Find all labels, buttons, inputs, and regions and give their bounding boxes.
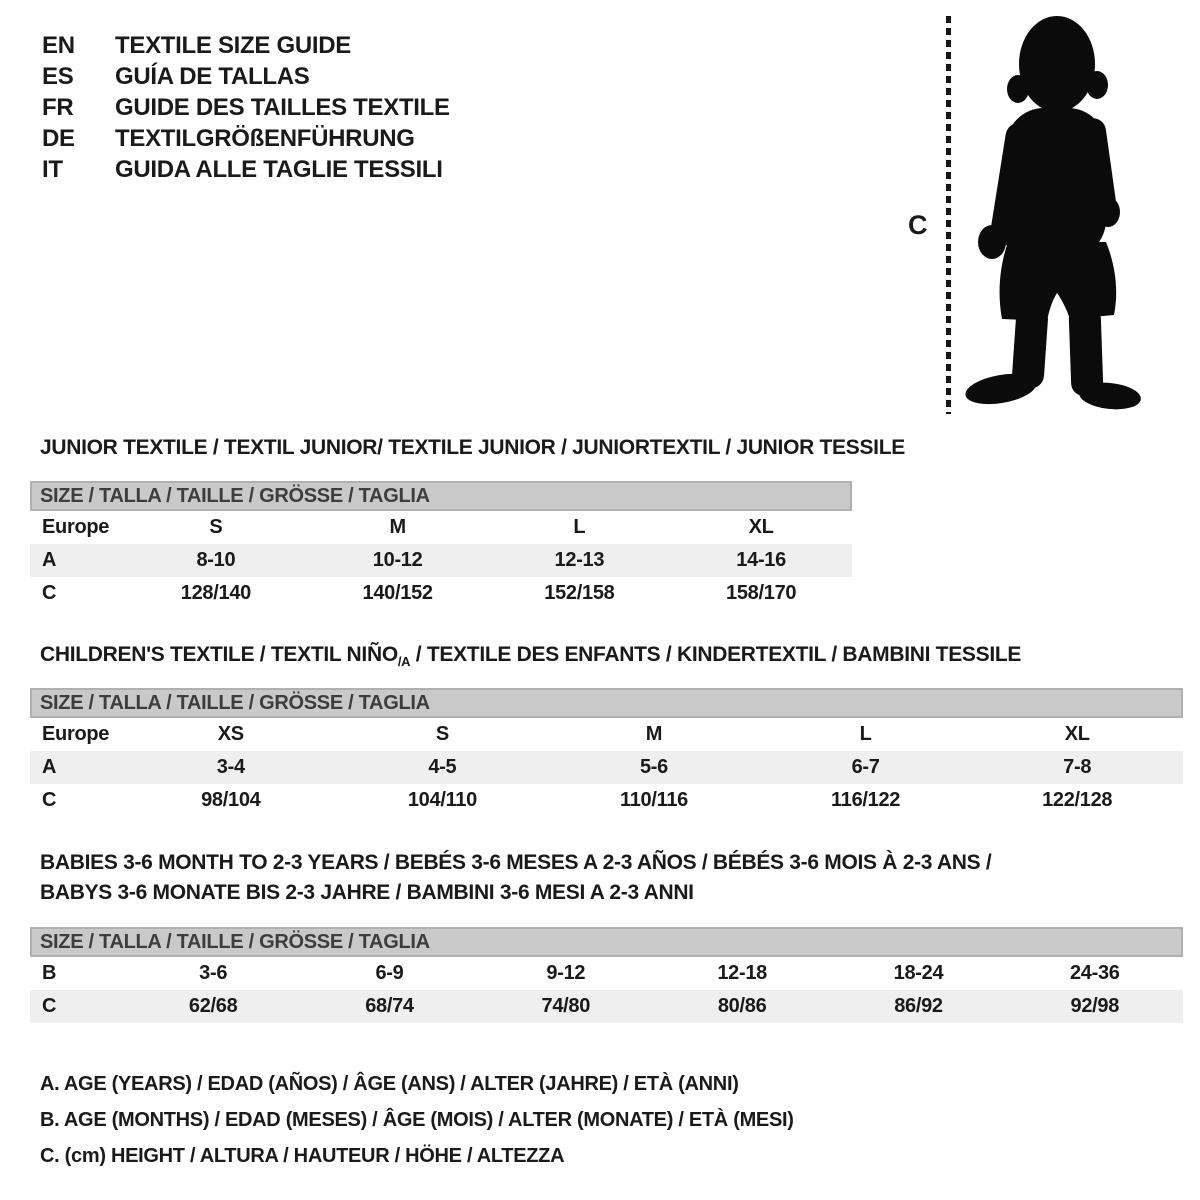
size-table-header: SIZE / TALLA / TAILLE / GRÖSSE / TAGLIA <box>30 927 1183 957</box>
language-row-fr <box>42 92 450 123</box>
age-cell: 7-8 <box>1063 756 1092 778</box>
babies-size-table <box>30 927 1183 1023</box>
size-cell: XL <box>748 516 774 538</box>
language-row-de <box>42 123 450 154</box>
language-title: GUÍA DE TALLAS <box>115 62 310 90</box>
language-code: FR <box>42 93 74 121</box>
height-cell: 152/158 <box>544 582 615 604</box>
months-cell: 3-6 <box>199 962 228 984</box>
children-size-table <box>30 688 1183 817</box>
height-cell: 74/80 <box>541 995 591 1017</box>
size-table-header: SIZE / TALLA / TAILLE / GRÖSSE / TAGLIA <box>30 688 1183 718</box>
table-row-age <box>30 751 1183 784</box>
size-cell: M <box>645 723 663 745</box>
height-cell: 80/86 <box>717 995 767 1017</box>
babies-title-line1: BABIES 3-6 MONTH TO 2-3 YEARS / BEBÉS 3-6 MESES A 2-3 AÑOS / BÉBÉS 3-6 MOIS À 2-3 ANS / <box>40 851 992 874</box>
size-cell: XS <box>217 723 244 745</box>
row-label: Europe <box>42 723 110 745</box>
months-cell: 6-9 <box>375 962 404 984</box>
size-cell: M <box>389 516 406 538</box>
height-cell: 128/140 <box>180 582 251 604</box>
height-cell: 92/98 <box>1070 995 1120 1017</box>
height-cell: 68/74 <box>365 995 414 1017</box>
height-cell: 116/122 <box>831 789 901 811</box>
language-code: EN <box>42 31 75 59</box>
age-cell: 3-4 <box>216 756 245 778</box>
babies-title-line2: BABYS 3-6 MONATE BIS 2-3 JAHRE / BAMBINI 3-6 MESI A 2-3 ANNI <box>40 881 694 904</box>
months-cell: 9-12 <box>546 962 586 984</box>
babies-section-title <box>40 848 991 908</box>
row-label: B <box>42 962 57 984</box>
table-row-age <box>30 544 852 577</box>
height-cell: 158/170 <box>726 582 797 604</box>
language-code: DE <box>42 124 75 152</box>
children-section-title <box>40 640 1021 672</box>
age-cell: 6-7 <box>851 756 880 778</box>
language-code: ES <box>42 62 74 90</box>
language-title: GUIDA ALLE TAGLIE TESSILI <box>115 155 443 183</box>
age-cell: 12-13 <box>554 549 605 571</box>
row-label: A <box>42 756 57 778</box>
children-title-main: CHILDREN'S TEXTILE / TEXTIL NIÑO <box>40 643 398 666</box>
table-row-height <box>30 577 852 610</box>
table-row-europe <box>30 718 1183 751</box>
row-label: C <box>42 582 57 604</box>
size-cell: S <box>435 723 449 745</box>
height-cell: 98/104 <box>201 789 261 811</box>
age-cell: 5-6 <box>639 756 668 778</box>
size-cell: L <box>859 723 872 745</box>
junior-section-title: JUNIOR TEXTILE / TEXTIL JUNIOR/ TEXTILE JUNIOR / JUNIORTEXTIL / JUNIOR TESSILE <box>40 436 905 459</box>
size-table-header: SIZE / TALLA / TAILLE / GRÖSSE / TAGLIA <box>30 481 852 511</box>
height-cell: 140/152 <box>362 582 433 604</box>
row-label: C <box>42 789 57 811</box>
row-label: C <box>42 995 57 1017</box>
children-title-subscript: /A <box>397 654 411 669</box>
height-cell: 122/128 <box>1042 789 1113 811</box>
size-cell: XL <box>1064 723 1090 745</box>
row-label: A <box>42 549 57 571</box>
age-cell: 4-5 <box>428 756 457 778</box>
note-age-years: A. AGE (YEARS) / EDAD (AÑOS) / ÂGE (ANS) / ALTER (JAHRE) / ETÀ (ANNI) <box>40 1072 739 1095</box>
language-row-es <box>42 61 450 92</box>
height-measure-dashed-line <box>946 16 951 414</box>
toddler-silhouette-icon <box>958 12 1150 416</box>
height-measure-label: C <box>908 210 928 240</box>
children-title-rest: / TEXTILE DES ENFANTS / KINDERTEXTIL / BAMBINI TESSILE <box>410 643 1022 666</box>
row-label: Europe <box>42 516 110 538</box>
age-cell: 10-12 <box>372 549 423 571</box>
height-cell: 86/92 <box>894 995 943 1017</box>
junior-size-table <box>30 481 852 610</box>
language-title-list <box>42 30 450 185</box>
months-cell: 12-18 <box>717 962 767 984</box>
size-cell: S <box>209 516 223 538</box>
age-cell: 8-10 <box>196 549 236 571</box>
table-row-height <box>30 784 1183 817</box>
months-cell: 18-24 <box>893 962 944 984</box>
height-cell: 104/110 <box>407 789 477 811</box>
note-age-months: B. AGE (MONTHS) / EDAD (MESES) / ÂGE (MOIS) / ALTER (MONATE) / ETÀ (MESI) <box>40 1108 794 1131</box>
note-height-cm: C. (cm) HEIGHT / ALTURA / HAUTEUR / HÖHE / ALTEZZA <box>40 1144 565 1167</box>
table-row-months <box>30 957 1183 990</box>
language-row-it <box>42 154 450 185</box>
language-row-en <box>42 30 450 61</box>
language-title: GUIDE DES TAILLES TEXTILE <box>115 93 450 121</box>
age-cell: 14-16 <box>736 549 786 571</box>
table-row-height <box>30 990 1183 1023</box>
language-title: TEXTILGRÖßENFÜHRUNG <box>115 124 415 152</box>
table-row-europe <box>30 511 852 544</box>
language-code: IT <box>42 155 63 183</box>
height-cell: 110/116 <box>619 789 688 811</box>
months-cell: 24-36 <box>1069 962 1120 984</box>
height-cell: 62/68 <box>188 995 238 1017</box>
size-cell: L <box>573 516 586 538</box>
legend-notes <box>40 1066 794 1174</box>
language-title: TEXTILE SIZE GUIDE <box>115 31 351 59</box>
